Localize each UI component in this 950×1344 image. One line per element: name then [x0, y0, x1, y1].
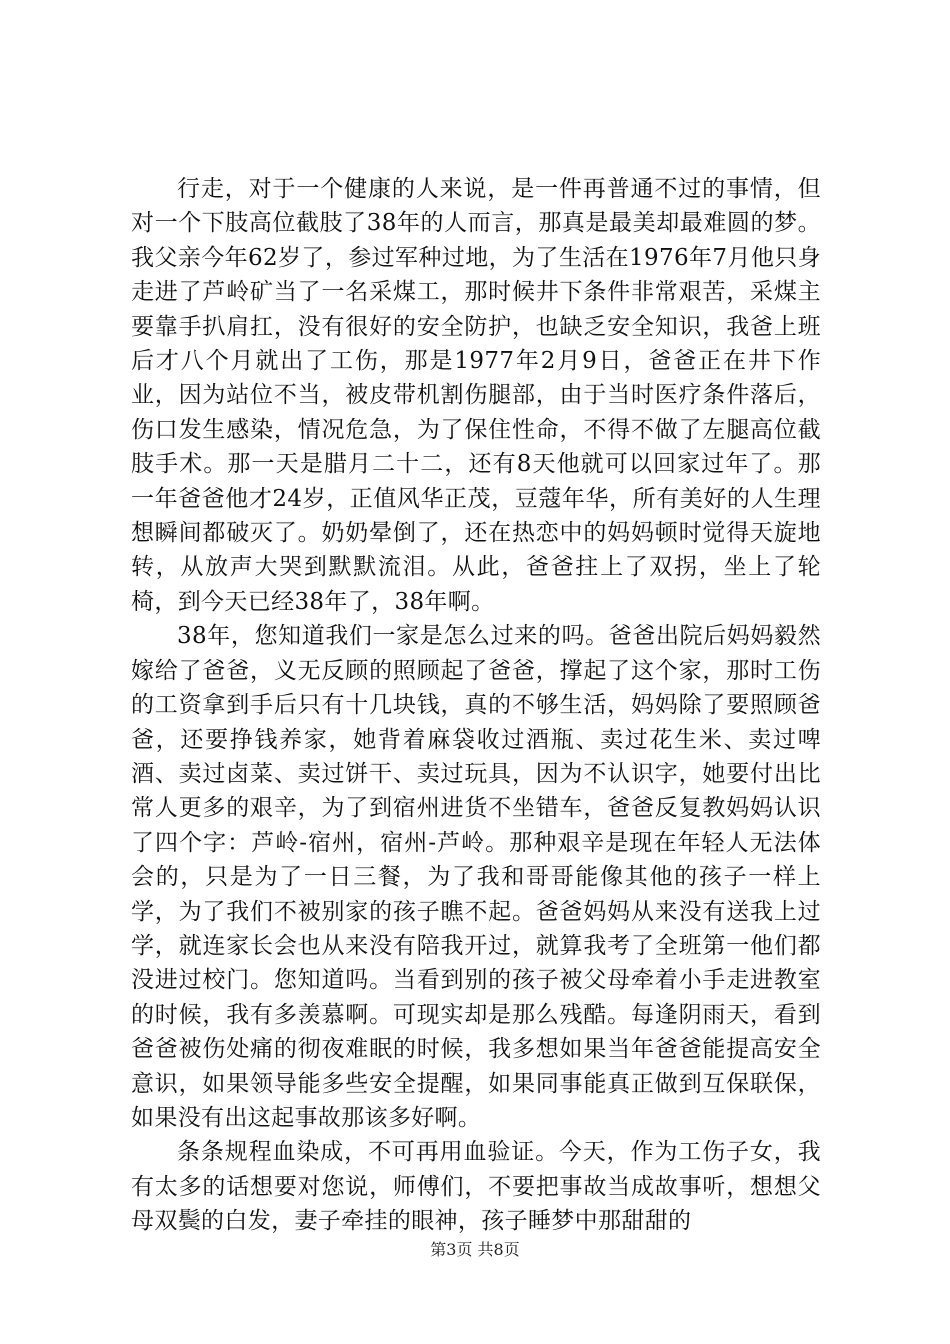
- paragraph-2: 38年，您知道我们一家是怎么过来的吗。爸爸出院后妈妈毅然嫁给了爸爸，义无反顾的照顾起了爸爸，撑起了这个家，那时工伤的工资拿到手后只有十几块钱，真的不够生活，妈妈除了要照顾爸爸，还要挣钱养家，她背着麻袋收过酒瓶、卖过花生米、卖过啤酒、卖过卤菜、卖过饼干、卖过玩具，因为不认识字，她要付出比常人更多的艰辛，为了到宿州进货不坐错车，爸爸反复教妈妈认识了四个字：芦岭-宿州，宿州-芦岭。那种艰辛是现在年轻人无法体会的，只是为了一日三餐，为了我和哥哥能像其他的孩子一样上学，为了我们不被别家的孩子瞧不起。爸爸妈妈从来没有送我上过学，就连家长会也从来没有陪我开过，就算我考了全班第一他们都没进过校门。您知道吗。当看到别的孩子被父母牵着小手走进教室的时候，我有多羡慕啊。可现实却是那么残酷。每逢阴雨天，看到爸爸被伤处痛的彻夜难眠的时候，我多想如果当年爸爸能提高安全意识，如果领导能多些安全提醒，如果同事能真正做到互保联保，如果没有出这起事故那该多好啊。: [131, 623, 821, 1131]
- paragraph-3: 条条规程血染成，不可再用血验证。今天，作为工伤子女，我有太多的话想要对您说，师傅们，不要把事故当成故事听，想想父母双鬓的白发，妻子牵挂的眼神，孩子睡梦中那甜甜的: [131, 1139, 821, 1235]
- paragraph-1: 行走，对于一个健康的人来说，是一件再普通不过的事情，但对一个下肢高位截肢了38年的人而言，那真是最美却最难圆的梦。我父亲今年62岁了，参过军种过地，为了生活在1976年7月他只身走进了芦岭矿当了一名采煤工，那时候井下条件非常艰苦，采煤主要靠手扒肩扛，没有很好的安全防护，也缺乏安全知识，我爸上班后才八个月就出了工伤，那是1977年2月9日，爸爸正在井下作业，因为站位不当，被皮带机割伤腿部，由于当时医疗条件落后，伤口发生感染，情况危急，为了保住性命，不得不做了左腿高位截肢手术。那一天是腊月二十二，还有8天他就可以回家过年了。那一年爸爸他才24岁，正值风华正茂，豆蔻年华，所有美好的人生理想瞬间都破灭了。奶奶晕倒了，还在热恋中的妈妈顿时觉得天旋地转，从放声大哭到默默流泪。从此，爸爸拄上了双拐，坐上了轮椅，到今天已经38年了，38年啊。: [131, 176, 821, 615]
- page-footer: 第3页 共8页: [430, 1240, 520, 1259]
- document-body: [131, 172, 821, 1239]
